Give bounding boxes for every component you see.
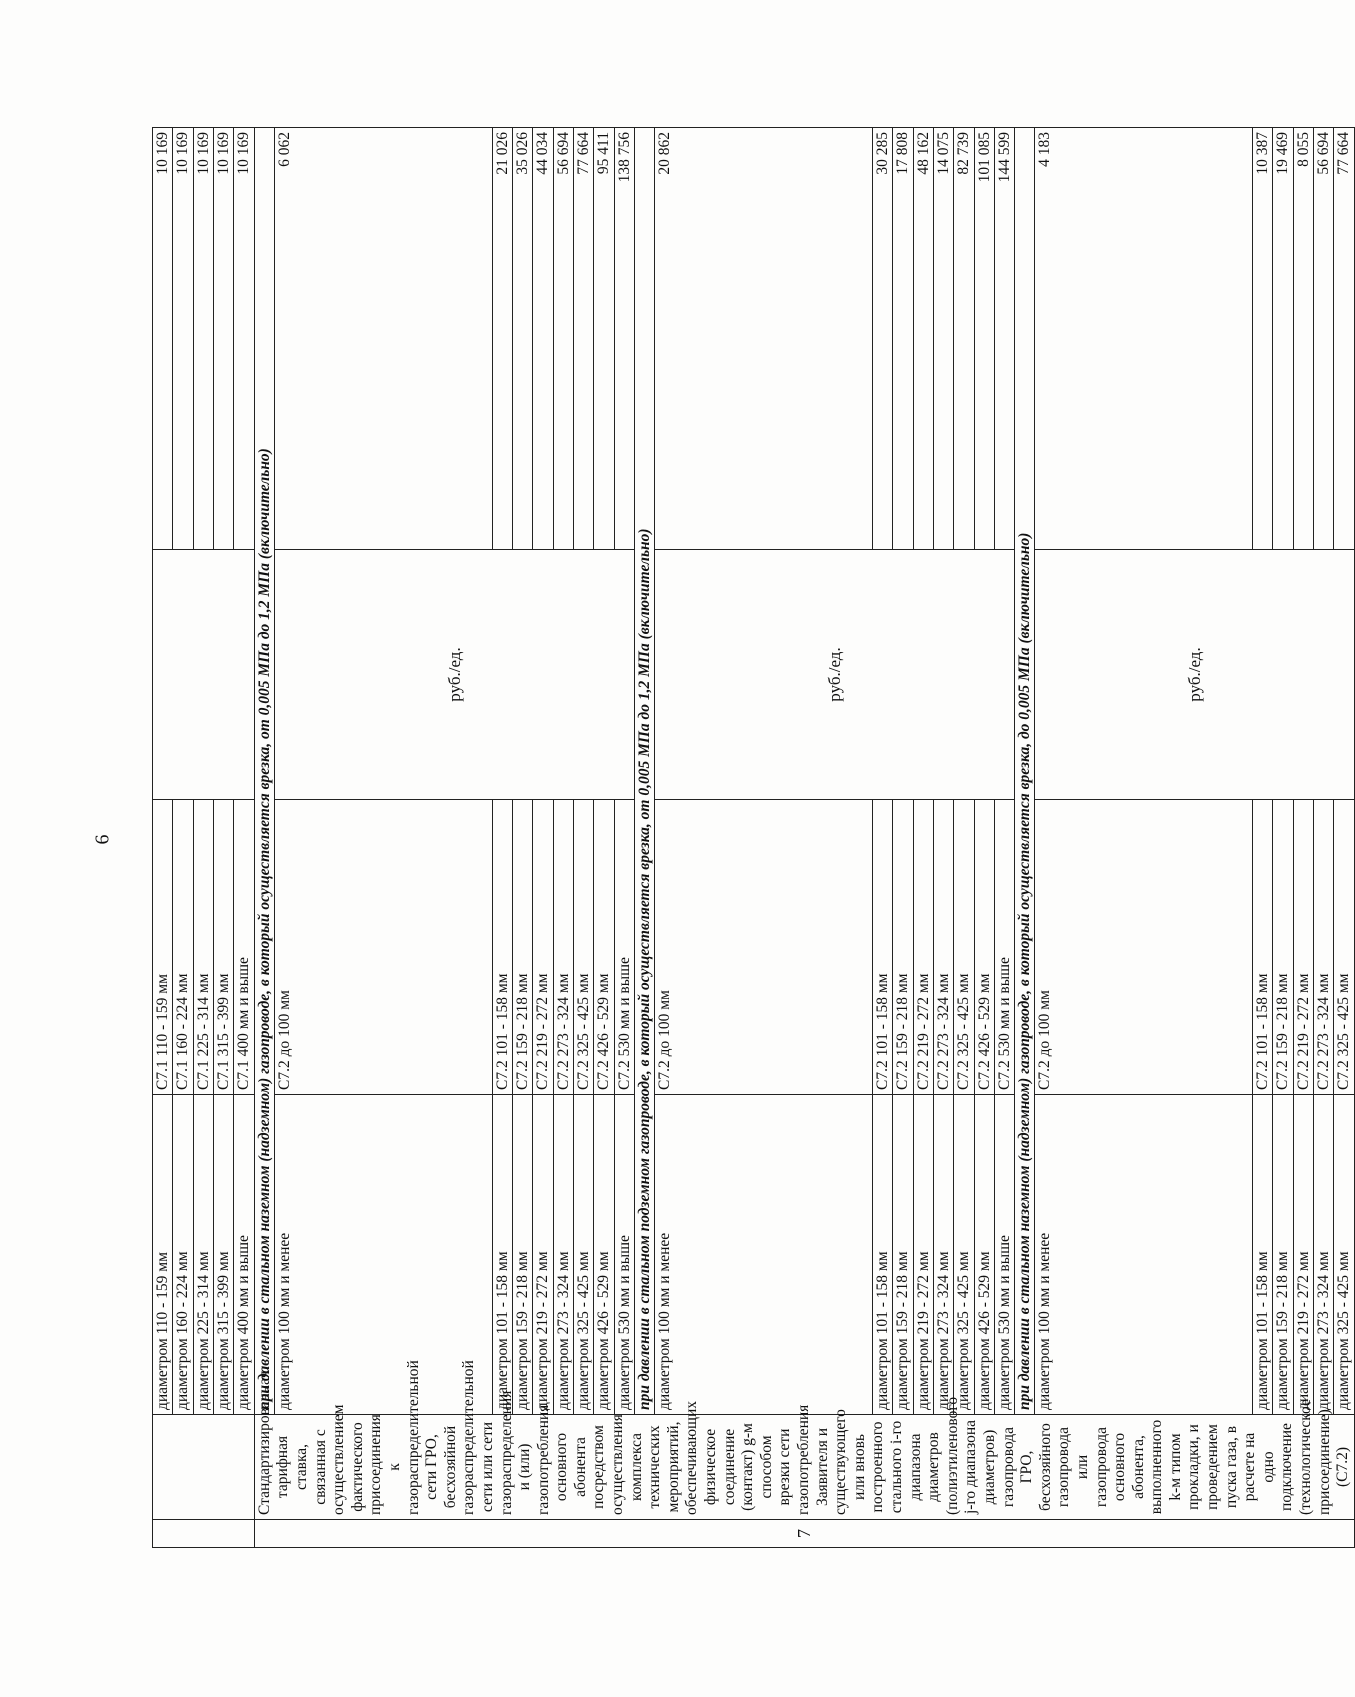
- row-value: 17 808: [893, 128, 913, 550]
- section-heading: при давлении в стальном наземном (надземном) газопроводе, в который осуществляется врезка, до 0,005 МПа (включительно): [1015, 128, 1035, 1415]
- row-code: С7.2 219 - 272 мм: [1293, 800, 1313, 1095]
- row-code: С7.2 159 - 218 мм: [512, 800, 532, 1095]
- table-row: [1035, 128, 1253, 1548]
- unit-cell: руб./ед.: [1035, 550, 1354, 800]
- table-row: [1314, 128, 1334, 1548]
- row-code: С7.1 110 - 159 мм: [153, 800, 173, 1095]
- row-code: С7.2 159 - 218 мм: [1273, 800, 1293, 1095]
- row-name: диаметром 101 - 158 мм: [1253, 1095, 1273, 1415]
- row-code: С7.2 273 - 324 мм: [1314, 800, 1334, 1095]
- row-value: 77 664: [573, 128, 593, 550]
- row-name: диаметром 273 - 324 мм: [553, 1095, 573, 1415]
- row-name: диаметром 101 - 158 мм: [872, 1095, 892, 1415]
- row-name: диаметром 400 мм и выше: [234, 1095, 254, 1415]
- table-row: [614, 128, 634, 1548]
- row-value: 10 169: [193, 128, 213, 550]
- row-name: диаметром 273 - 324 мм: [933, 1095, 953, 1415]
- row-name: диаметром 159 - 218 мм: [1273, 1095, 1293, 1415]
- row-code: С7.2 до 100 мм: [1035, 800, 1253, 1095]
- row-value: 10 387: [1253, 128, 1273, 550]
- row-name: диаметром 530 мм и выше: [994, 1095, 1014, 1415]
- row-code: С7.2 до 100 мм: [655, 800, 873, 1095]
- table-row: [954, 128, 974, 1548]
- row-value: 56 694: [553, 128, 573, 550]
- table-row: [594, 128, 614, 1548]
- row-code: С7.1 315 - 399 мм: [214, 800, 234, 1095]
- unit-cell: руб./ед.: [655, 550, 1015, 800]
- row-value: 21 026: [492, 128, 512, 550]
- row-code: С7.2 530 мм и выше: [614, 800, 634, 1095]
- empty-cell: [153, 1415, 255, 1520]
- table-row: [553, 128, 573, 1548]
- table-row: [492, 128, 512, 1548]
- rotated-tariff-table: [152, 128, 1353, 1548]
- row-code: С7.1 225 - 314 мм: [193, 800, 213, 1095]
- row-code: С7.2 426 - 529 мм: [974, 800, 994, 1095]
- row-value: 6 062: [274, 128, 492, 550]
- row-name: диаметром 325 - 425 мм: [573, 1095, 593, 1415]
- table-row: [153, 128, 173, 1548]
- row-name: диаметром 160 - 224 мм: [173, 1095, 193, 1415]
- table-row: [1253, 128, 1273, 1548]
- row-value: 77 664: [1334, 128, 1354, 550]
- row-name: диаметром 315 - 399 мм: [214, 1095, 234, 1415]
- table-row: [994, 128, 1014, 1548]
- row-value: 95 411: [594, 128, 614, 550]
- table-row: [173, 128, 193, 1548]
- row-value: 4 183: [1035, 128, 1253, 550]
- row-value: 144 599: [994, 128, 1014, 550]
- section-heading-row: [254, 128, 274, 1548]
- row-number: 7: [254, 1520, 1354, 1548]
- table-row: [274, 128, 492, 1548]
- empty-unit-cell: [153, 550, 255, 800]
- table-row: [933, 128, 953, 1548]
- row-code: С7.2 101 - 158 мм: [492, 800, 512, 1095]
- row-code: С7.2 325 - 425 мм: [954, 800, 974, 1095]
- row-code: С7.2 219 - 272 мм: [533, 800, 553, 1095]
- section-heading-row: [635, 128, 655, 1548]
- table-row: [1273, 128, 1293, 1548]
- row-value: 56 694: [1314, 128, 1334, 550]
- row-name: диаметром 100 мм и менее: [655, 1095, 873, 1415]
- row-code: С7.2 101 - 158 мм: [1253, 800, 1273, 1095]
- row-value: 48 162: [913, 128, 933, 550]
- row-name: диаметром 426 - 529 мм: [974, 1095, 994, 1415]
- section-heading: при давлении в стальном наземном (надземном) газопроводе, в который осуществляется врезка, от 0,005 МПа до 1,2 МПа (включительно): [254, 128, 274, 1415]
- row-name: диаметром 110 - 159 мм: [153, 1095, 173, 1415]
- row-value: 82 739: [954, 128, 974, 550]
- row-code: С7.2 159 - 218 мм: [893, 800, 913, 1095]
- row-value: 35 026: [512, 128, 532, 550]
- row-code: С7.2 325 - 425 мм: [1334, 800, 1354, 1095]
- row-code: С7.1 400 мм и выше: [234, 800, 254, 1095]
- row-value: 10 169: [173, 128, 193, 550]
- row-value: 20 862: [655, 128, 873, 550]
- table-row: [893, 128, 913, 1548]
- row-value: 10 169: [214, 128, 234, 550]
- row-name: диаметром 225 - 314 мм: [193, 1095, 213, 1415]
- row-name: диаметром 219 - 272 мм: [913, 1095, 933, 1415]
- row-name: диаметром 100 мм и менее: [274, 1095, 492, 1415]
- table-row: [234, 128, 254, 1548]
- table-row: [1334, 128, 1354, 1548]
- table-row: [913, 128, 933, 1548]
- row-value: 10 169: [234, 128, 254, 550]
- table-row: [533, 128, 553, 1548]
- row-code: С7.2 101 - 158 мм: [872, 800, 892, 1095]
- row-name: диаметром 325 - 425 мм: [1334, 1095, 1354, 1415]
- row-value: 101 085: [974, 128, 994, 550]
- row-name: диаметром 219 - 272 мм: [1293, 1095, 1313, 1415]
- row-name: диаметром 159 - 218 мм: [512, 1095, 532, 1415]
- row-value: 19 469: [1273, 128, 1293, 550]
- row-code: С7.1 160 - 224 мм: [173, 800, 193, 1095]
- row-value: 30 285: [872, 128, 892, 550]
- table-row: [872, 128, 892, 1548]
- table-row: [573, 128, 593, 1548]
- row-code: С7.2 325 - 425 мм: [573, 800, 593, 1095]
- row-code: С7.2 219 - 272 мм: [913, 800, 933, 1095]
- section-heading: при давлении в стальном подземном газопроводе, в который осуществляется врезка, от 0,005 МПа до 1,2 МПа (включительно): [635, 128, 655, 1415]
- row-name: диаметром 273 - 324 мм: [1314, 1095, 1334, 1415]
- table-row: [512, 128, 532, 1548]
- row-code: С7.2 426 - 529 мм: [594, 800, 614, 1095]
- row-value: 14 075: [933, 128, 953, 550]
- page-number: 6: [91, 834, 114, 845]
- row-value: 8 055: [1293, 128, 1313, 550]
- table-row: [655, 128, 873, 1548]
- section-heading-row: [1015, 128, 1035, 1548]
- row-name: диаметром 100 мм и менее: [1035, 1095, 1253, 1415]
- row-code: С7.2 до 100 мм: [274, 800, 492, 1095]
- row-name: диаметром 325 - 425 мм: [954, 1095, 974, 1415]
- row-name: диаметром 101 - 158 мм: [492, 1095, 512, 1415]
- row-name: диаметром 219 - 272 мм: [533, 1095, 553, 1415]
- row-value: 10 169: [153, 128, 173, 550]
- tariff-description: Стандартизированная тарифная ставка, связанная с осуществлением фактического присоединения к газораспределительной сети ГРО, бесхозяйной газораспределительной сети или сети газораспределения и (или) газопотребления основного абонента посредством осуществления комплекса технических мероприятий, обеспечивающих физическое соединение (контакт) g-м способом врезки сети газопотребления Заявителя и существующего или вновь построенного стального i-го диапазона диаметров (полиэтиленового j-го диапазона диаметров) газопровода ГРО, бесхозяйного газопровода или газопровода основного абонента, выполненного k-м типом прокладки, и проведением пуска газа, в расчете на одно подключение (технологическое присоединение) (С7.2): [254, 1415, 1354, 1520]
- table-row: [974, 128, 994, 1548]
- row-code: С7.2 273 - 324 мм: [933, 800, 953, 1095]
- empty-cell: [153, 1520, 255, 1548]
- row-value: 44 034: [533, 128, 553, 550]
- row-name: диаметром 530 мм и выше: [614, 1095, 634, 1415]
- unit-cell: руб./ед.: [274, 550, 634, 800]
- tariff-table: [152, 127, 1355, 1548]
- row-code: С7.2 530 мм и выше: [994, 800, 1014, 1095]
- row-code: С7.2 273 - 324 мм: [553, 800, 573, 1095]
- table-row: [214, 128, 234, 1548]
- row-name: диаметром 426 - 529 мм: [594, 1095, 614, 1415]
- row-value: 138 756: [614, 128, 634, 550]
- table-row: [193, 128, 213, 1548]
- table-row: [1293, 128, 1313, 1548]
- row-name: диаметром 159 - 218 мм: [893, 1095, 913, 1415]
